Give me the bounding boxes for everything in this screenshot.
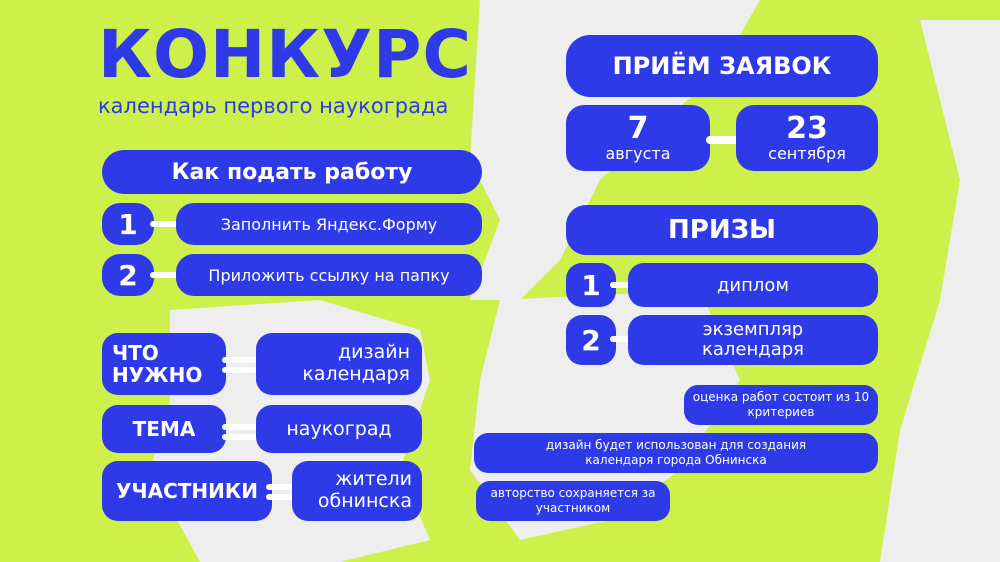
prize-text: диплом [628, 263, 878, 307]
how-to-heading: Как подать работу [102, 150, 482, 194]
fact-label: ЧТО НУЖНО [102, 333, 226, 395]
date-end [736, 105, 878, 171]
page-title: КОНКУРС [98, 16, 472, 93]
date-end-month: сентября [768, 143, 846, 163]
date-end-day: 23 [786, 110, 828, 146]
step-text: Приложить ссылку на папку [176, 254, 482, 296]
step-number: 2 [102, 254, 154, 296]
fact-value: жители обнинска [292, 461, 422, 521]
date-connector [706, 136, 740, 144]
step-text: Заполнить Яндекс.Форму [176, 203, 482, 245]
fact-value: дизайн календаря [256, 333, 422, 395]
note: дизайн будет использован для создания календаря города Обнинска [474, 433, 878, 473]
fact-label: УЧАСТНИКИ [102, 461, 272, 521]
date-start-month: августа [605, 143, 671, 163]
date-start-day: 7 [627, 110, 649, 146]
fact-label: ТЕМА [102, 405, 226, 453]
prize-number: 2 [566, 315, 616, 365]
applications-heading: ПРИЁМ ЗАЯВОК [566, 35, 878, 97]
note: авторство сохраняется за участником [476, 481, 670, 521]
bg-shape-right [880, 20, 1000, 562]
step-number: 1 [102, 203, 154, 245]
prize-number: 1 [566, 263, 616, 307]
fact-value: наукоград [256, 405, 422, 453]
page-subtitle: календарь первого наукограда [98, 94, 449, 118]
date-start [566, 105, 710, 171]
prize-text: экземпляр календаря [628, 315, 878, 365]
prizes-heading: ПРИЗЫ [566, 205, 878, 255]
note: оценка работ состоит из 10 критериев [684, 385, 878, 425]
